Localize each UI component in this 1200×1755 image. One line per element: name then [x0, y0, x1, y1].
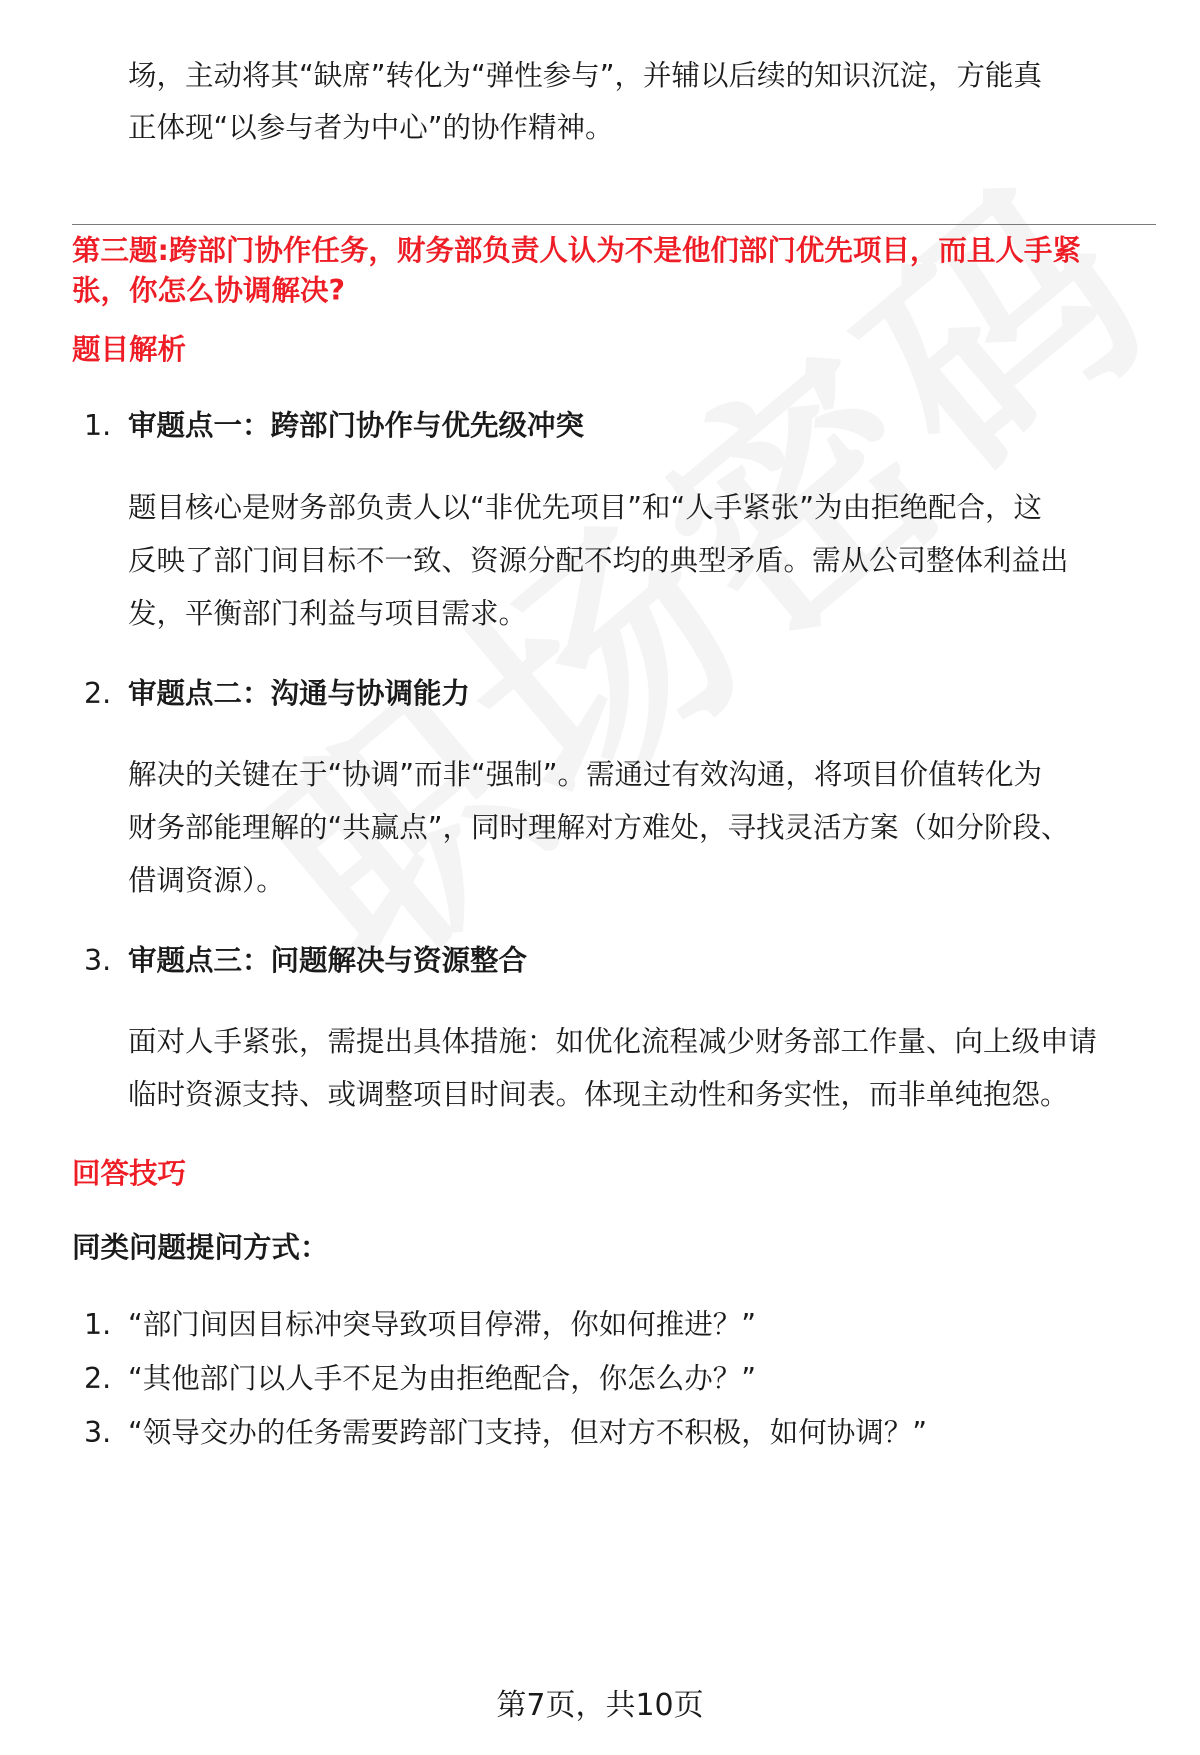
similar-question-3-text: “领导交办的任务需要跨部门支持，但对方不积极，如何协调？” [128, 1416, 928, 1449]
intro-line-2: 正体现“以参与者为中心”的协作精神。 [128, 111, 614, 144]
intro-line-1: 场，主动将其“缺席”转化为“弹性参与”，并辅以后续的知识沉淀，方能真 [128, 59, 1043, 92]
analysis-point-2-line-3: 借调资源）。 [128, 864, 285, 897]
analysis-point-2-title-row [72, 674, 1156, 714]
similar-question-3 [72, 1413, 1156, 1453]
analysis-point-3-line-2: 临时资源支持、或调整项目时间表。体现主动性和务实性，而非单纯抱怨。 [128, 1078, 1069, 1111]
tips-label: 回答技巧 [72, 1157, 187, 1190]
analysis-point-2-line-1: 解决的关键在于“协调”而非“强制”。需通过有效沟通，将项目价值转化为 [128, 758, 1043, 791]
analysis-point-1-line-3: 发，平衡部门利益与项目需求。 [128, 597, 528, 630]
analysis-point-1-line-2: 反映了部门间目标不一致、资源分配不均的典型矛盾。需从公司整体利益出 [128, 544, 1069, 577]
analysis-point-3-line-1: 面对人手紧张，需提出具体措施：如优化流程减少财务部工作量、向上级申请 [128, 1025, 1098, 1058]
page-footer: 第7页，共10页 [496, 1688, 704, 1723]
similar-question-1 [72, 1305, 1156, 1345]
similar-question-1-number: 1. [84, 1308, 112, 1341]
similar-question-3-number: 3. [84, 1416, 112, 1449]
analysis-point-2-line-2: 财务部能理解的“共赢点”，同时理解对方难处，寻找灵活方案（如分阶段、 [128, 811, 1070, 844]
analysis-point-1-number: 1. [84, 409, 112, 442]
similar-question-2-text: “其他部门以人手不足为由拒绝配合，你怎么办？” [128, 1362, 757, 1395]
analysis-label: 题目解析 [72, 333, 187, 366]
analysis-point-3-title: 审题点三：问题解决与资源整合 [128, 944, 528, 977]
section-divider [72, 224, 1156, 225]
similar-question-1-text: “部门间因目标冲突导致项目停滞，你如何推进？” [128, 1308, 757, 1341]
analysis-point-1-line-1: 题目核心是财务部负责人以“非优先项目”和“人手紧张”为由拒绝配合，这 [128, 491, 1043, 524]
question-heading-line-2: 张，你怎么协调解决? [72, 274, 346, 307]
similar-question-2 [72, 1359, 1156, 1399]
analysis-point-2-number: 2. [84, 677, 112, 710]
similar-questions-heading: 同类问题提问方式： [72, 1231, 329, 1264]
similar-question-2-number: 2. [84, 1362, 112, 1395]
analysis-point-1-title: 审题点一：跨部门协作与优先级冲突 [128, 409, 585, 442]
analysis-point-3-number: 3. [84, 944, 112, 977]
question-heading-line-1: 第三题:跨部门协作任务，财务部负责人认为不是他们部门优先项目，而且人手紧 [72, 234, 1081, 267]
analysis-point-2-title: 审题点二：沟通与协调能力 [128, 677, 471, 710]
analysis-point-3-title-row [72, 941, 1156, 981]
analysis-point-1-title-row [72, 406, 1156, 446]
